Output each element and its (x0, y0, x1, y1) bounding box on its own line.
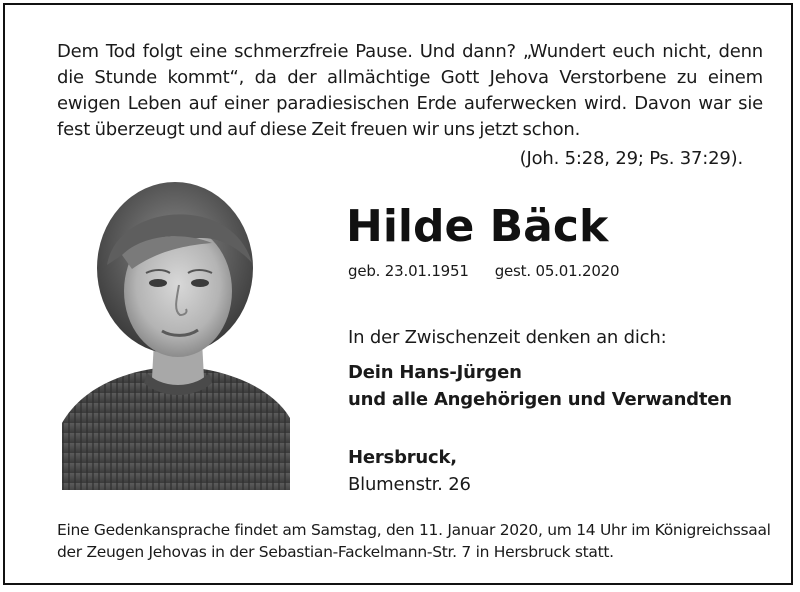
obituary-notice (3, 3, 793, 585)
address-block (348, 444, 471, 498)
verse-line: fest überzeugt und auf diese Zeit freuen wir uns jetzt schon. (57, 119, 581, 140)
notice-line: der Zeugen Jehovas in der Sebastian-Fackelmann-Str. 7 in Hersbruck statt. (57, 543, 614, 561)
life-dates (348, 260, 619, 282)
verse-reference: (Joh. 5:28, 29; Ps. 37:29). (519, 148, 743, 169)
address-city: Hersbruck, (348, 447, 457, 468)
verse-line: die Stunde kommt“, da der allmächtige Gott Jehova Verstorbene zu einem (57, 67, 763, 88)
mourner-line: Dein Hans-Jürgen (348, 362, 522, 383)
portrait-photo (62, 173, 290, 490)
mourners-list (348, 359, 732, 413)
birth-date: geb. 23.01.1951 (348, 262, 469, 280)
deceased-name: Hilde Bäck (346, 201, 609, 252)
bible-verse (57, 39, 763, 143)
portrait-image (62, 173, 290, 490)
verse-line: Dem Tod folgt eine schmerzfreie Pause. Und dann? „Wundert euch nicht, denn (57, 41, 763, 62)
address-street: Blumenstr. 26 (348, 474, 471, 495)
memorial-notice (57, 519, 777, 563)
death-date: gest. 05.01.2020 (494, 262, 620, 280)
notice-line: Eine Gedenkansprache findet am Samstag, den 11. Januar 2020, um 14 Uhr im Königreichssaal (57, 521, 771, 539)
verse-line: ewigen Leben auf einer paradiesischen Erde auferwecken wird. Davon war sie (57, 93, 763, 114)
mourner-line: und alle Angehörigen und Verwandten (348, 389, 732, 410)
remembrance-intro: In der Zwischenzeit denken an dich: (348, 327, 667, 348)
